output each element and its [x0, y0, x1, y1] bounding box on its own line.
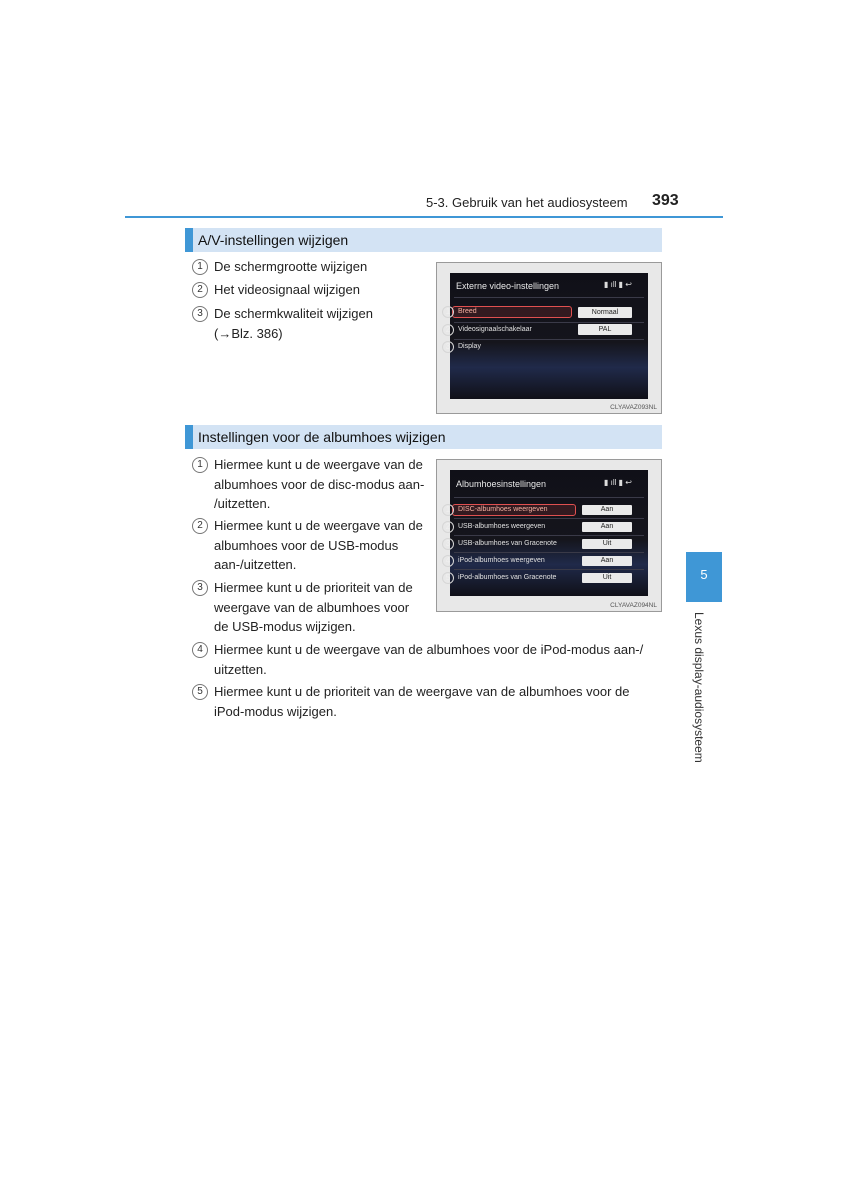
item-number: 5: [192, 684, 208, 700]
page-number: 393: [652, 192, 679, 209]
screen-display: [445, 273, 648, 399]
row-value: Normaal: [578, 307, 632, 318]
callout-4: 4: [442, 555, 454, 567]
divider: [454, 497, 644, 498]
row-label: Videosignaalschakelaar: [458, 326, 532, 333]
running-header: 5-3. Gebruik van het audiosysteem: [426, 195, 628, 210]
callout-2: 2: [442, 324, 454, 336]
figure-code: CLYAVAZ093NL: [610, 404, 657, 411]
screenshot-av-settings: [436, 262, 662, 414]
status-icons: ▮ ıll ▮ ↩: [604, 280, 632, 289]
row-value: Uit: [582, 573, 632, 583]
callout-3: 3: [442, 538, 454, 550]
callout-1: 1: [442, 504, 454, 516]
item-number: 3: [192, 580, 208, 596]
list-item: [192, 280, 360, 300]
callout-1: 1: [442, 306, 454, 318]
screen-display: [445, 470, 648, 596]
row-label: USB-albumhoes van Gracenote: [458, 540, 557, 547]
item-text: Hiermee kunt u de weergave van de albumhoes voor de USB-modus aan-/uitzetten.: [214, 518, 423, 572]
row-value: Aan: [582, 505, 632, 515]
screen-title: Albumhoesinstellingen: [456, 479, 547, 489]
row-label: iPod-albumhoes van Gracenote: [458, 574, 557, 581]
row-label: USB-albumhoes weergeven: [458, 523, 546, 530]
figure-code: CLYAVAZ094NL: [610, 602, 657, 609]
item-number: 4: [192, 642, 208, 658]
callout-5: 5: [442, 572, 454, 584]
chapter-title: Lexus display-audiosysteem: [692, 612, 706, 763]
item-text: De schermgrootte wijzigen: [214, 259, 368, 274]
section-heading-av-settings: A/V-instellingen wijzigen: [185, 228, 662, 252]
divider: [454, 569, 644, 570]
row-value: Aan: [582, 522, 632, 532]
callout-2: 2: [442, 521, 454, 533]
callout-3: 3: [442, 341, 454, 353]
item-text: Hiermee kunt u de weergave van de albumhoes voor de disc-modus aan- /uitzetten.: [214, 457, 425, 511]
divider: [454, 322, 644, 323]
screenshot-album-art-settings: [436, 459, 662, 612]
item-number: 3: [192, 306, 208, 322]
item-number: 2: [192, 282, 208, 298]
item-number: 2: [192, 518, 208, 534]
item-text: Het videosignaal wijzigen: [214, 282, 360, 297]
chapter-tab: 5: [686, 552, 722, 602]
item-text: Hiermee kunt u de prioriteit van de weergave van de albumhoes voor de USB-modus wijzigen.: [214, 580, 413, 634]
list-item: [192, 578, 413, 637]
item-number: 1: [192, 457, 208, 473]
status-icons: ▮ ıll ▮ ↩: [604, 478, 632, 487]
divider: [454, 552, 644, 553]
divider: [454, 518, 644, 519]
list-item: [192, 682, 630, 721]
list-item: [192, 516, 423, 575]
list-item: [192, 455, 424, 514]
row-value: PAL: [578, 324, 632, 335]
header-rule: [125, 216, 723, 218]
divider: [454, 535, 644, 536]
item-text: Hiermee kunt u de prioriteit van de weergave van de albumhoes voor de iPod-modus wijzigen.: [214, 684, 630, 719]
item-number: 1: [192, 259, 208, 275]
divider: [454, 339, 644, 340]
list-item: [192, 257, 367, 277]
row-label: iPod-albumhoes weergeven: [458, 557, 545, 564]
screen-title: Externe video-instellingen: [456, 281, 560, 291]
item-text: Hiermee kunt u de weergave van de albumhoes voor de iPod-modus aan-/ uitzetten.: [214, 642, 644, 677]
row-value: Uit: [582, 539, 632, 549]
section-heading-album-art-settings: Instellingen voor de albumhoes wijzigen: [185, 425, 662, 449]
divider: [454, 297, 644, 298]
row-label: Breed: [458, 308, 477, 315]
row-label: Display: [458, 343, 481, 350]
list-item: [192, 304, 373, 343]
item-text: De schermkwaliteit wijzigen (→Blz. 386): [214, 306, 373, 341]
row-label: DISC-albumhoes weergeven: [458, 506, 548, 513]
list-item: [192, 640, 643, 679]
row-value: Aan: [582, 556, 632, 566]
